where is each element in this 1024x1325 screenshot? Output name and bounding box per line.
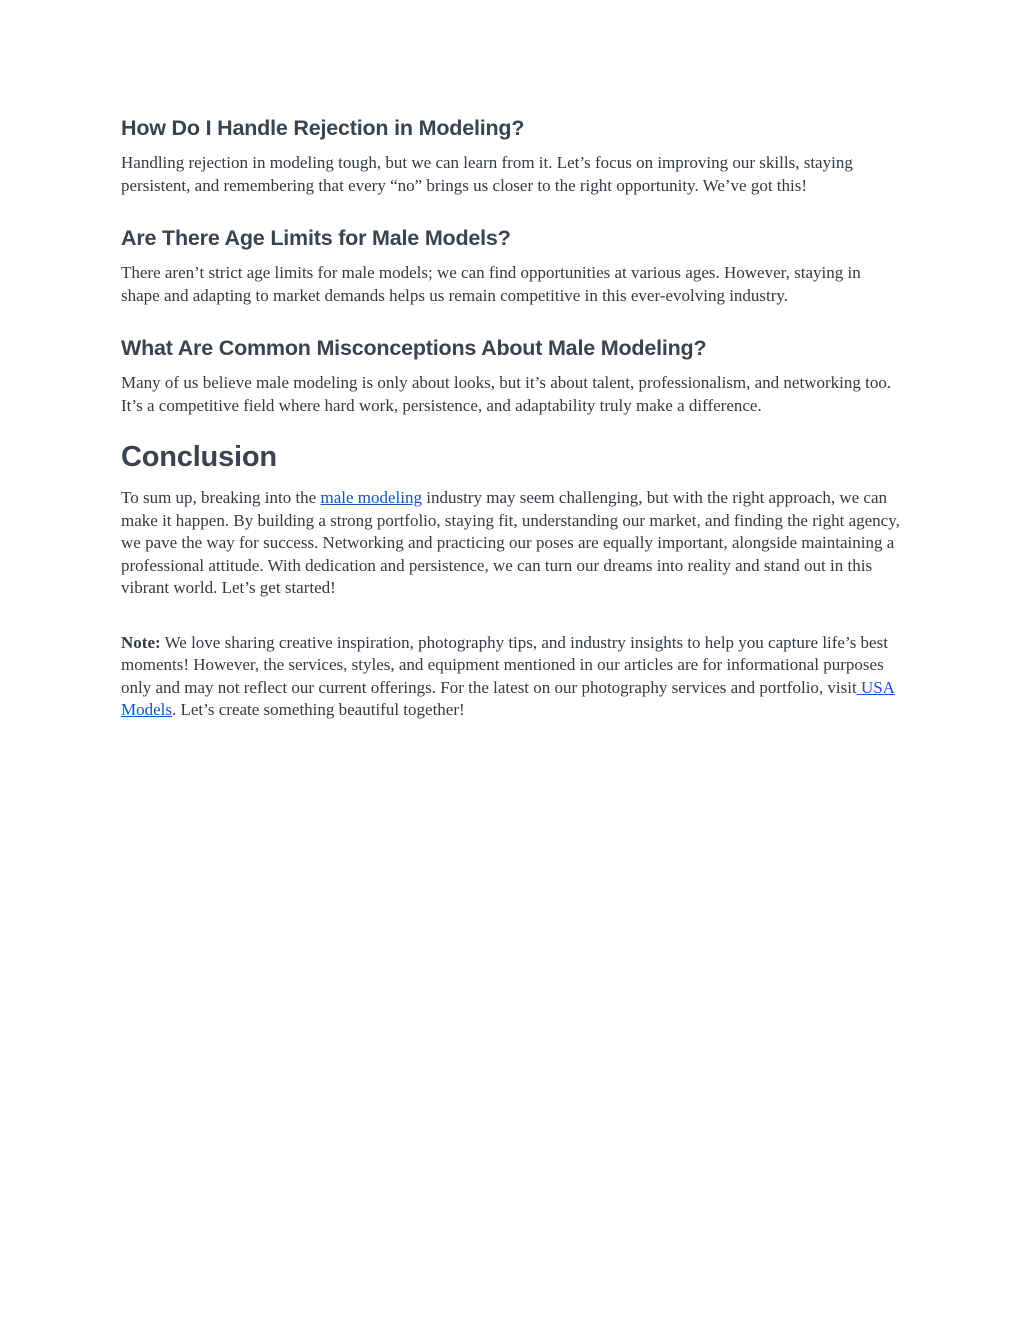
- note-paragraph: [121, 632, 903, 722]
- conclusion-heading: Conclusion: [121, 441, 277, 473]
- conclusion-text-after-link: industry may seem challenging, but with the right approach, we can make it happen. By building a strong portfolio, staying fit, understanding our market, and finding the right agency, we pave the way for success. Networking and practicing our poses are equally important, alongside maintaining a professional attitude. With dedication and persistence, we can turn our dreams into reality and stand out in this vibrant world. Let’s get started!: [121, 488, 900, 597]
- note-text-after-link: . Let’s create something beautiful together!: [172, 700, 465, 719]
- section-heading-misconceptions: What Are Common Misconceptions About Male Modeling?: [121, 336, 707, 360]
- usa-models-link[interactable]: USA Models: [121, 677, 895, 719]
- note-label: Note:: [121, 632, 161, 652]
- section-paragraph-rejection: Handling rejection in modeling tough, but we can learn from it. Let’s focus on improving our skills, staying persistent, and remembering that every “no” brings us closer to the right opportunity. We’ve got this!: [121, 153, 853, 195]
- conclusion-text-before-link: To sum up, breaking into the: [121, 488, 321, 507]
- section-heading-age-limits: Are There Age Limits for Male Models?: [121, 226, 511, 250]
- male-modeling-link[interactable]: male modeling: [320, 488, 422, 507]
- section-heading-rejection: How Do I Handle Rejection in Modeling?: [121, 116, 525, 140]
- section-paragraph-age-limits: There aren’t strict age limits for male models; we can find opportunities at various ages. However, staying in shape and adapting to market demands helps us remain competitive in this ever-evolving industry.: [121, 263, 861, 305]
- note-text-before-link: We love sharing creative inspiration, photography tips, and industry insights to help you capture life’s best moments! However, the services, styles, and equipment mentioned in our articles are for informational purposes only and may not reflect our current offerings. For the latest on our photography services and portfolio, visit: [121, 632, 888, 697]
- section-paragraph-misconceptions: Many of us believe male modeling is only about looks, but it’s about talent, professionalism, and networking too. It’s a competitive field where hard work, persistence, and adaptability truly make a difference.: [121, 373, 892, 415]
- conclusion-paragraph: [121, 487, 903, 600]
